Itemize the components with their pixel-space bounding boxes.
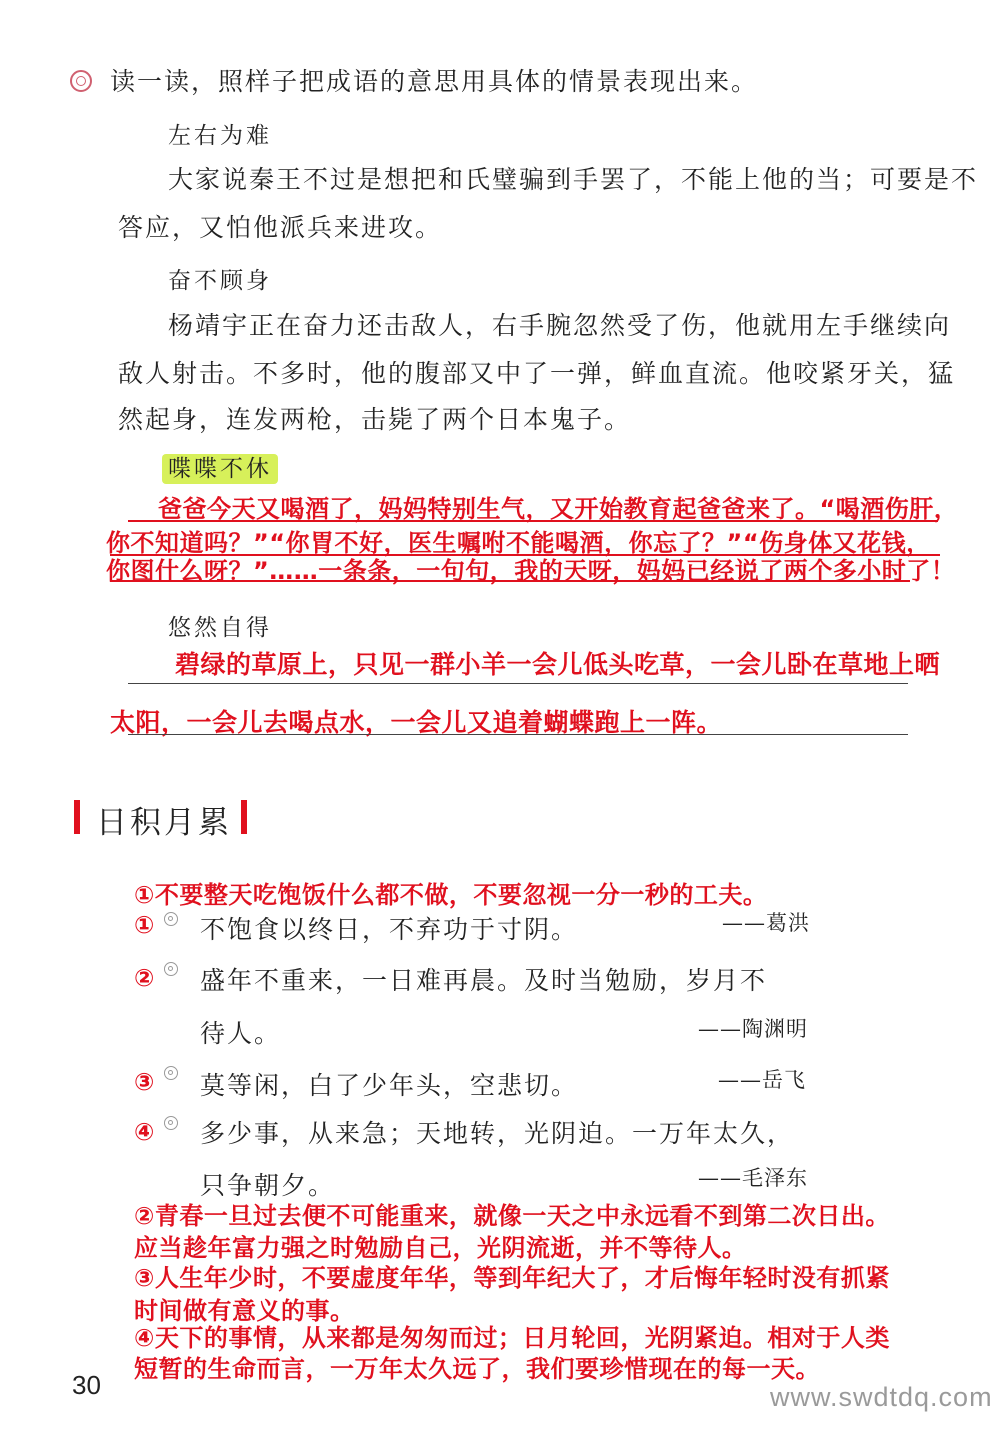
handwritten-note: ④天下的事情，从来都是匆匆而过；日月轮回，光阴紧迫。相对于人类 — [134, 1324, 890, 1352]
exercise-bullet-icon — [70, 70, 92, 92]
quote-bullet-icon — [164, 1116, 178, 1130]
quote-number: ④ — [134, 1118, 155, 1146]
section-bar-left — [74, 800, 80, 834]
handwritten-answer-line: 你图什么呀？”……一条条，一句句，我的天呀，妈妈已经说了两个多小时了！ — [106, 557, 956, 585]
quote-author: ——毛泽东 — [698, 1166, 808, 1190]
idiom-title: 奋不顾身 — [168, 268, 272, 294]
handwritten-answer-line: 爸爸今天又喝酒了，妈妈特别生气，又开始教育起爸爸来了。“喝酒伤肝， — [158, 495, 959, 523]
quote-line: 多少事，从来急；天地转，光阴迫。一万年太久， — [200, 1119, 795, 1148]
quote-line: 莫等闲，白了少年头，空悲切。 — [200, 1071, 579, 1100]
quote-bullet-icon — [164, 1066, 178, 1080]
handwritten-note: 短暂的生命而言，一万年太久远了，我们要珍惜现在的每一天。 — [134, 1355, 820, 1383]
handwritten-note: 时间做有意义的事。 — [134, 1297, 355, 1325]
handwritten-note: ②青春一旦过去便不可能重来，就像一天之中永远看不到第二次日出。 — [134, 1202, 890, 1230]
quote-line: 不饱食以终日，不弃功于寸阴。 — [200, 915, 579, 944]
answer-rule — [110, 580, 910, 582]
quote-author: ——葛洪 — [722, 911, 810, 935]
watermark: www.swdtdq.com — [770, 1382, 993, 1412]
idiom-example-line: 敌人射击。不多时，他的腹部又中了一弹，鲜血直流。他咬紧牙关，猛 — [118, 359, 956, 388]
quote-bullet-icon — [164, 912, 178, 926]
handwritten-answer-line: 碧绿的草原上，只见一群小羊一会儿低头吃草，一会儿卧在草地上晒 — [175, 650, 941, 679]
idiom-example-line: 杨靖宇正在奋力还击敌人，右手腕忽然受了伤，他就用左手继续向 — [168, 311, 952, 340]
section-title: 日积月累 — [96, 805, 232, 841]
quote-number: ③ — [134, 1068, 155, 1096]
quote-author: ——陶渊明 — [698, 1017, 808, 1041]
handwritten-note: ③人生年少时，不要虚度年华，等到年纪大了，才后悔年轻时没有抓紧 — [134, 1264, 890, 1292]
quote-author: ——岳飞 — [718, 1068, 806, 1092]
idiom-example-line: 答应，又怕他派兵来进攻。 — [118, 213, 443, 242]
highlight-mark: 喋喋不休 — [162, 454, 278, 484]
idiom-title-highlighted — [162, 450, 278, 483]
quote-line: 只争朝夕。 — [200, 1171, 336, 1200]
idiom-example-line: 大家说秦王不过是想把和氏璧骗到手罢了，不能上他的当；可要是不 — [168, 165, 979, 194]
page-number: 30 — [72, 1370, 101, 1400]
idiom-title: 左右为难 — [168, 123, 272, 149]
handwritten-note: ①不要整天吃饱饭什么都不做，不要忽视一分一秒的工夫。 — [134, 881, 768, 909]
answer-rule — [128, 683, 908, 684]
section-bar-right — [241, 800, 247, 834]
quote-line: 盛年不重来，一日难再晨。及时当勉励，岁月不 — [200, 966, 768, 995]
handwritten-note: 应当趁年富力强之时勉励自己，光阴流逝，并不等待人。 — [134, 1234, 747, 1262]
quote-line: 待人。 — [200, 1019, 282, 1048]
handwritten-answer-line: 太阳，一会儿去喝点水，一会儿又追着蝴蝶跑上一阵。 — [110, 708, 723, 737]
handwritten-answer-line: 你不知道吗？”“你胃不好，医生嘱咐不能喝酒，你忘了？”“伤身体又花钱， — [106, 529, 931, 557]
quote-number: ② — [134, 964, 155, 992]
idiom-example-line: 然起身，连发两枪，击毙了两个日本鬼子。 — [118, 405, 632, 434]
instruction-text: 读一读，照样子把成语的意思用具体的情景表现出来。 — [110, 67, 759, 96]
answer-rule — [128, 734, 908, 735]
answer-rule — [128, 520, 938, 522]
quote-bullet-icon — [164, 962, 178, 976]
quote-number: ① — [134, 911, 155, 939]
idiom-title: 悠然自得 — [168, 615, 272, 641]
